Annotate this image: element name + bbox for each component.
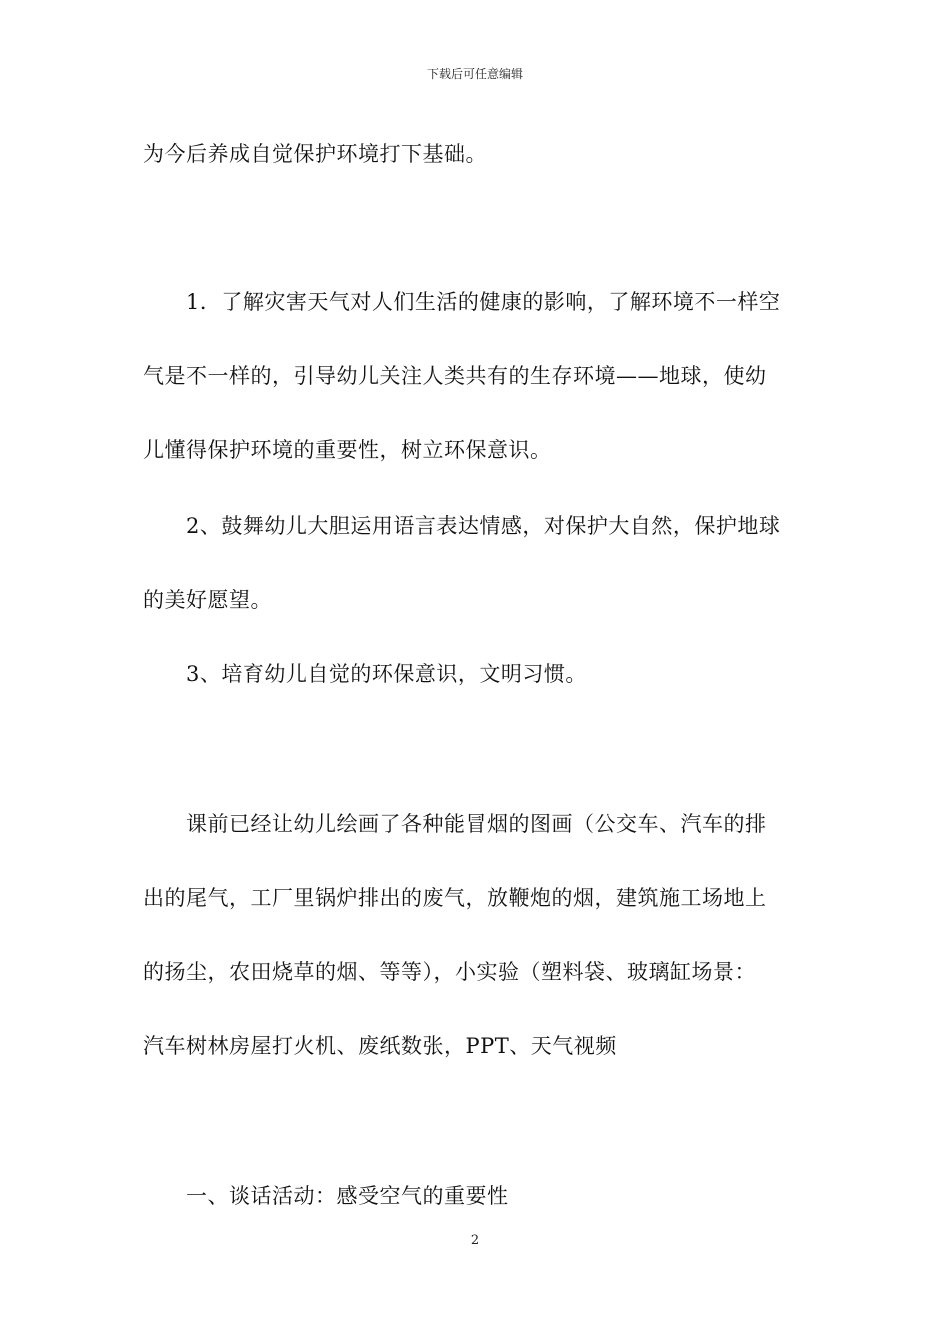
- paragraph-line: 的美好愿望。: [143, 588, 272, 612]
- page-header: 下载后可任意编辑: [426, 67, 523, 81]
- paragraph-line: 课前已经让幼儿绘画了各种能冒烟的图画（公交车、汽车的排: [186, 812, 767, 836]
- paragraph-line: 儿懂得保护环境的重要性，树立环保意识。: [143, 438, 552, 462]
- page-number: 2: [470, 1233, 480, 1248]
- section-heading: 一、谈话活动：感受空气的重要性: [186, 1184, 509, 1208]
- paragraph-line: 3、培育幼儿自觉的环保意识，文明习惯。: [186, 662, 587, 686]
- paragraph-line: 汽车树林房屋打火机、废纸数张，PPT、天气视频: [143, 1034, 617, 1058]
- paragraph-line: 为今后养成自觉保护环境打下基础。: [143, 142, 487, 166]
- paragraph-line: 2、鼓舞幼儿大胆运用语言表达情感，对保护大自然，保护地球: [186, 514, 781, 538]
- paragraph-line: 的扬尘，农田烧草的烟、等等），小实验（塑料袋、玻璃缸场景：: [143, 960, 756, 984]
- paragraph-line: 1．了解灾害天气对人们生活的健康的影响，了解环境不一样空: [186, 290, 781, 314]
- paragraph-line: 气是不一样的，引导幼儿关注人类共有的生存环境——地球，使幼: [143, 364, 767, 388]
- paragraph-line: 出的尾气，工厂里锅炉排出的废气，放鞭炮的烟，建筑施工场地上: [143, 886, 767, 910]
